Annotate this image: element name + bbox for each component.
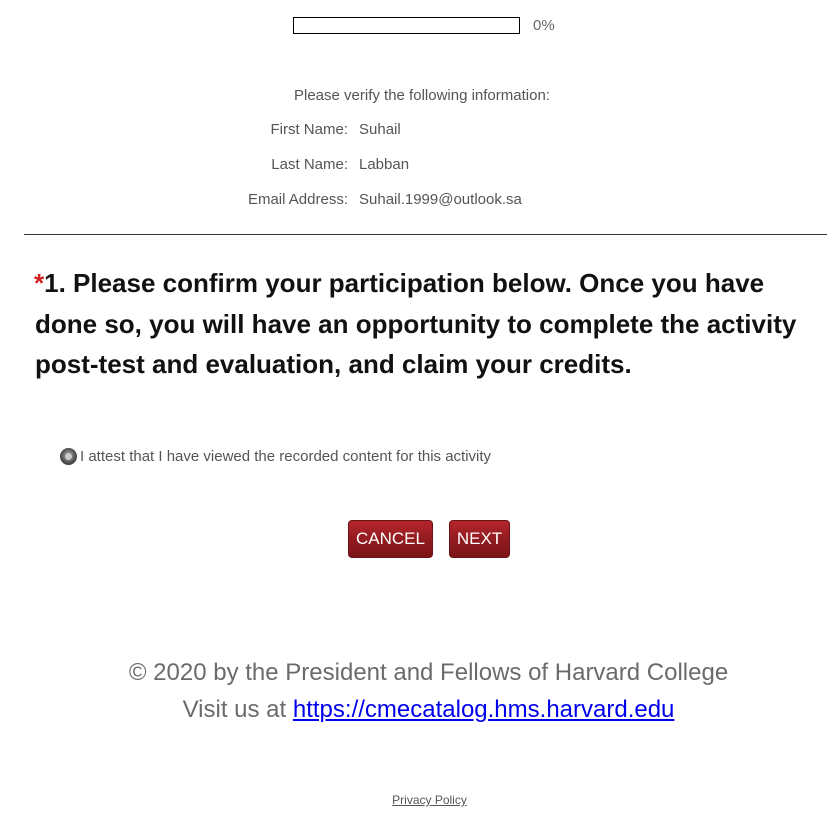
footer-visit	[0, 696, 827, 724]
email-value: Suhail.1999@outlook.sa	[359, 191, 522, 208]
section-divider	[24, 234, 827, 235]
attest-option[interactable]	[60, 448, 491, 465]
catalog-link[interactable]: https://cmecatalog.hms.harvard.edu	[292, 696, 675, 723]
next-button[interactable]: NEXT	[449, 520, 510, 558]
info-row-email	[0, 191, 827, 211]
cancel-button[interactable]: CANCEL	[348, 520, 433, 558]
info-row-first-name	[0, 121, 827, 141]
progress-bar	[293, 17, 520, 34]
question-title	[35, 263, 805, 385]
privacy-policy-link[interactable]: Privacy Policy	[392, 793, 467, 807]
required-marker: *	[34, 268, 45, 298]
footer-copyright: © 2020 by the President and Fellows of Harvard College	[128, 659, 729, 686]
last-name-label: Last Name:	[271, 156, 348, 173]
verify-heading: Please verify the following information:	[294, 87, 550, 104]
info-row-last-name	[0, 156, 827, 176]
progress-indicator	[293, 17, 555, 34]
last-name-value: Labban	[359, 156, 410, 173]
progress-percent: 0%	[533, 17, 555, 34]
first-name-label: First Name:	[270, 121, 348, 138]
first-name-value: Suhail	[359, 121, 401, 138]
email-label: Email Address:	[247, 191, 348, 208]
footer-visit-prefix: Visit us at	[182, 696, 287, 723]
question-text: 1. Please confirm your participation below. Once you have done so, you will have an opportunity to complete the activity post-test and evaluation, and claim your credits.	[35, 268, 797, 379]
attest-radio[interactable]	[60, 448, 77, 465]
attest-label[interactable]: I attest that I have viewed the recorded content for this activity	[80, 448, 492, 465]
